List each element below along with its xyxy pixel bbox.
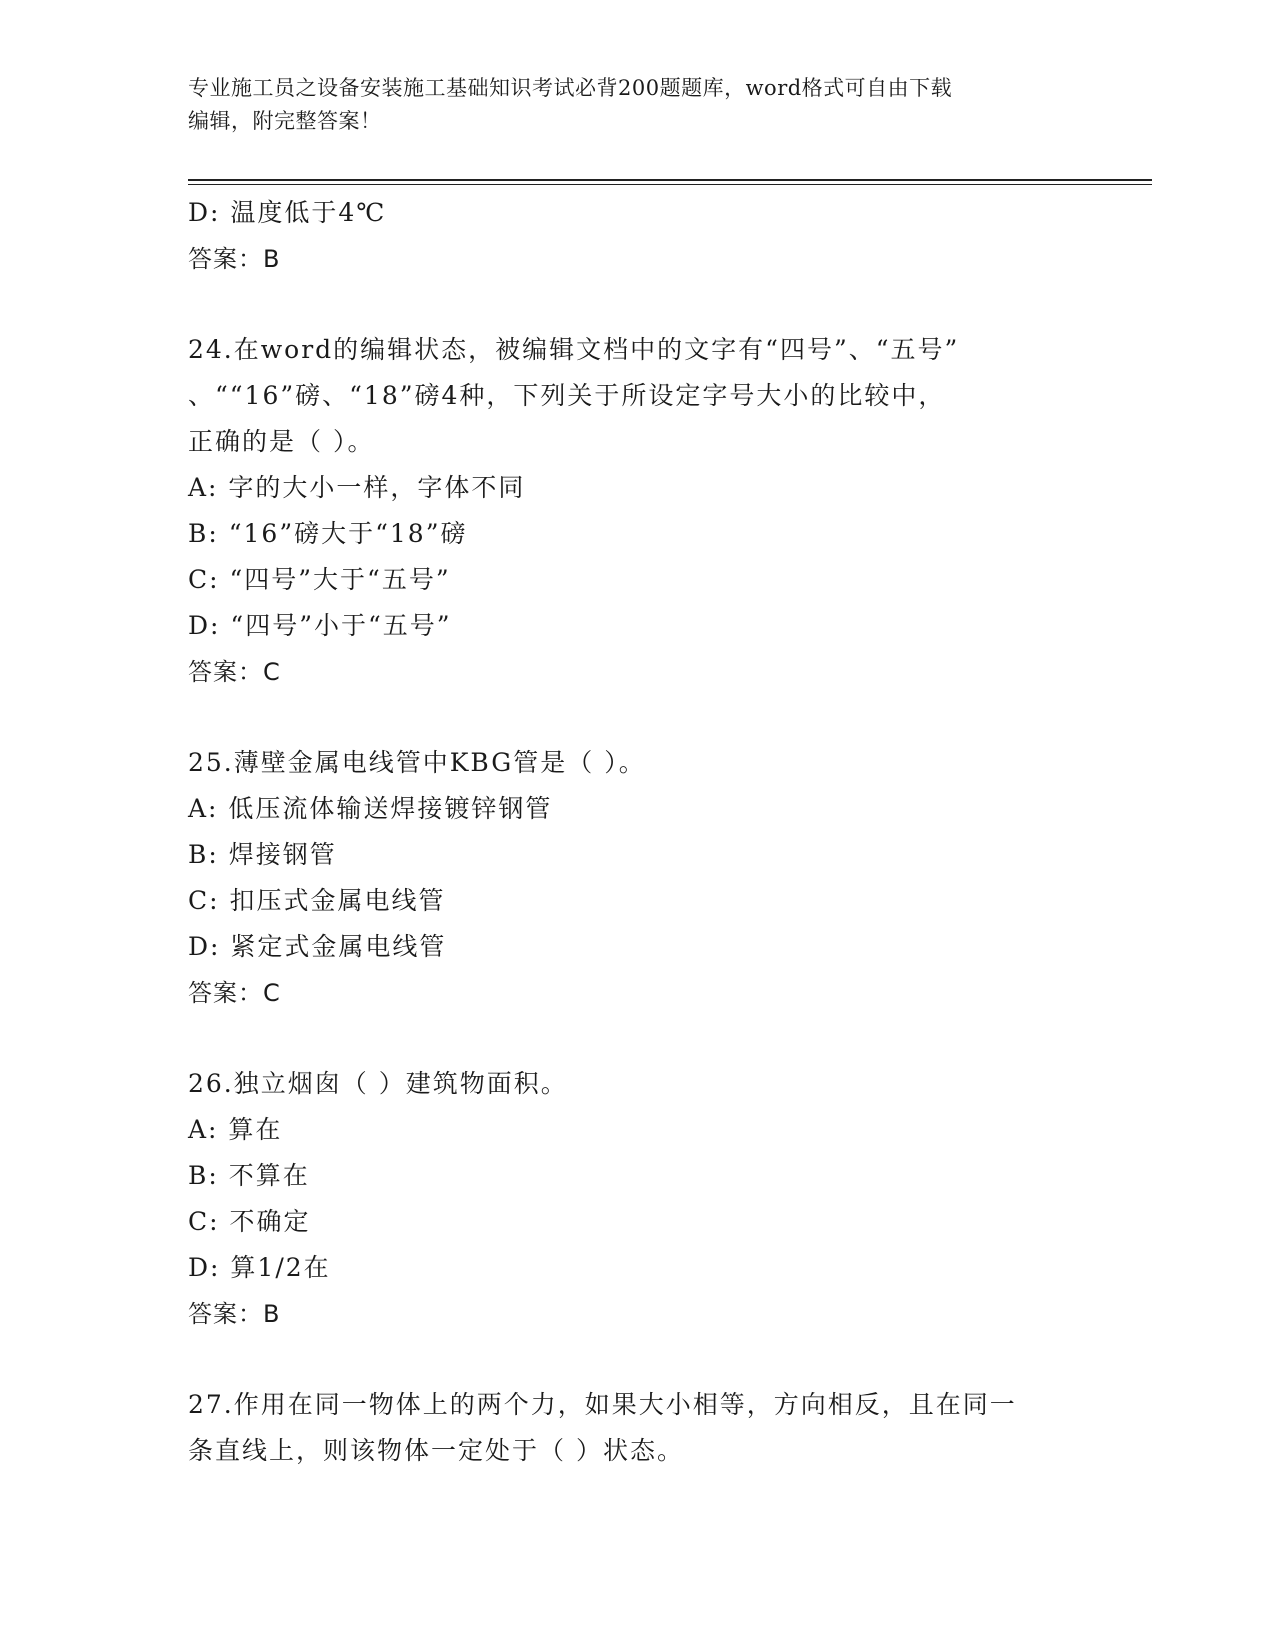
question-27-stem-line-2: 条直线上，则该物体一定处于（ ）状态。 [188, 1436, 684, 1465]
question-25-option-c: C: 扣压式金属电线管 [188, 886, 446, 915]
question-26-option-c: C: 不确定 [188, 1207, 311, 1236]
header-rule-thin [188, 184, 1152, 185]
question-24-option-b: B: “16”磅大于“18”磅 [188, 519, 468, 548]
spacer [188, 282, 1098, 327]
question-27-stem-line-1: 27.作用在同一物体上的两个力，如果大小相等，方向相反，且在同一 [188, 1390, 1017, 1419]
header-rule-thick [188, 179, 1152, 181]
question-26-option-b: B: 不算在 [188, 1161, 310, 1190]
spacer [188, 695, 1098, 740]
question-25-option-a: A: 低压流体输送焊接镀锌钢管 [188, 794, 553, 823]
question-24-stem-line-2: 、““16”磅、“18”磅4种，下列关于所设定字号大小的比较中， [188, 381, 946, 410]
question-23-option-d: D: 温度低于4℃ [188, 198, 387, 227]
question-26-option-a: A: 算在 [188, 1115, 283, 1144]
page-header [188, 72, 1088, 138]
question-26-answer: 答案：B [188, 1300, 281, 1328]
question-24-option-d: D: “四号”小于“五号” [188, 611, 452, 640]
question-27 [188, 1382, 1098, 1474]
question-23-answer: 答案：B [188, 245, 281, 273]
question-24-answer: 答案：C [188, 658, 281, 686]
question-23-tail [188, 190, 1098, 282]
question-list [188, 190, 1098, 1474]
question-24-option-a: A: 字的大小一样，字体不同 [188, 473, 526, 502]
question-24 [188, 327, 1098, 695]
question-25-option-b: B: 焊接钢管 [188, 840, 337, 869]
question-25-stem-line-1: 25.薄壁金属电线管中KBG管是（ ）。 [188, 748, 646, 777]
question-24-option-c: C: “四号”大于“五号” [188, 565, 451, 594]
spacer [188, 1337, 1098, 1382]
header-title-line-2: 编辑，附完整答案！ [188, 109, 382, 133]
question-25 [188, 740, 1098, 1016]
question-26-option-d: D: 算1/2在 [188, 1253, 331, 1282]
question-24-stem-line-3: 正确的是（ ）。 [188, 427, 375, 456]
question-26-stem-line-1: 26.独立烟囱（ ）建筑物面积。 [188, 1069, 568, 1098]
question-25-answer: 答案：C [188, 979, 281, 1007]
question-26 [188, 1061, 1098, 1337]
header-title-line-1: 专业施工员之设备安装施工基础知识考试必背200题题库，word格式可自由下载 [188, 76, 953, 100]
question-24-stem-line-1: 24.在word的编辑状态，被编辑文档中的文字有“四号”、“五号” [188, 335, 960, 364]
spacer [188, 1016, 1098, 1061]
question-25-option-d: D: 紧定式金属电线管 [188, 932, 447, 961]
